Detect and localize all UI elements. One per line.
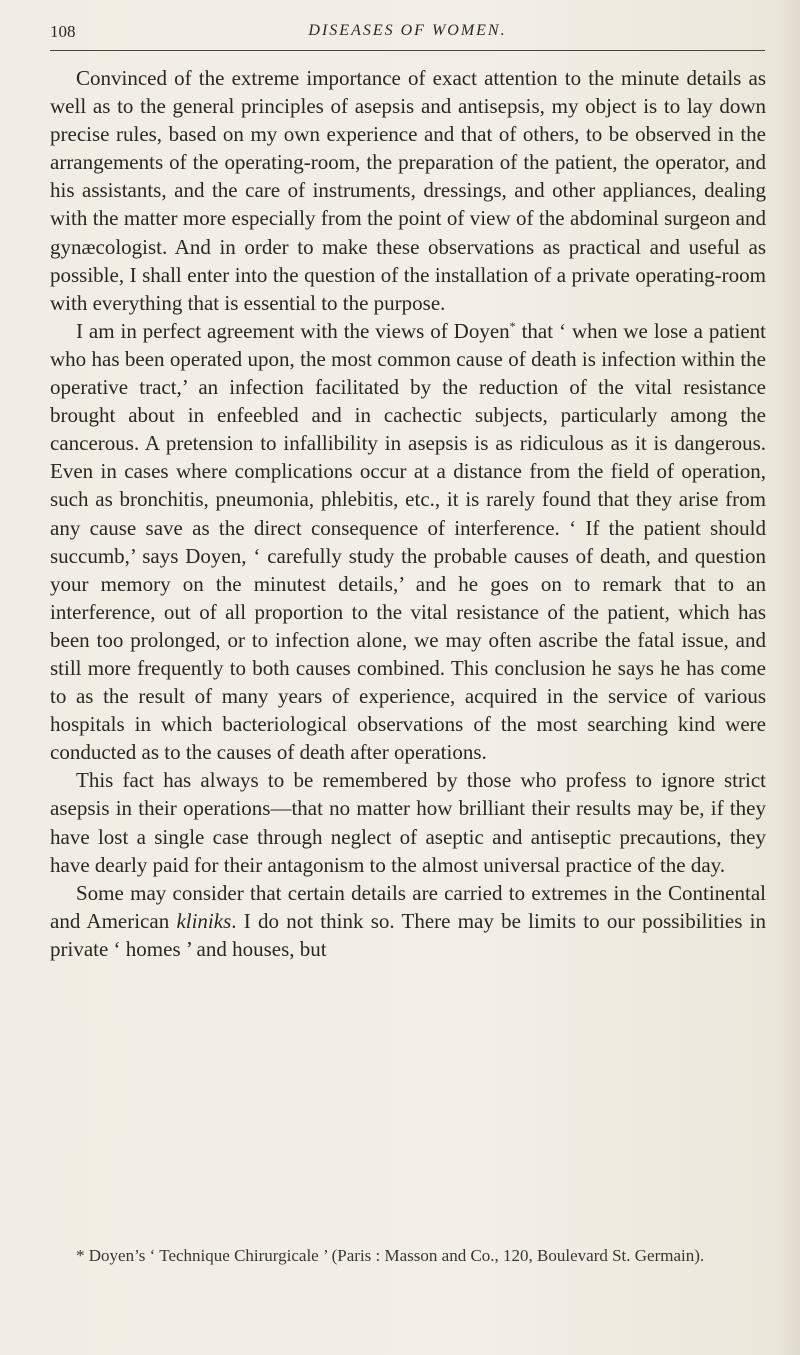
paragraph-2-rest: that ‘ when we lose a patient who has been operated upon, the most common cause of death is infection within the operative tract,’ an infection facilitated by the reduction of the vital resistance brought about in enfeebled and in cachectic subjects, particularly among the cancerous. A pretension to infallibility in asepsis is as ridiculous as it is dangerous. Even in cases where complications occur at a distance from the field of operation, such as bronchitis, pneumonia, phlebitis, etc., it is rarely found that they arise from any cause save as the direct consequence of interference. ‘ If the patient should succumb,’ says Doyen, ‘ carefully study the probable causes of death, and question your memory on the minutest details,’ and he goes on to remark that to an interference, out of all proportion to the vital resistance of the patient, which has been too prolonged, or to infection alone, we may often ascribe the fatal issue, and still more frequently to both causes combined. This conclusion he says he has come to as the result of many years of experience, acquired in the service of various hospitals in which bacteriological observations of the most searching kind were conducted as to the causes of death after operations. bbox=[50, 318, 766, 765]
paragraph-4 bbox=[50, 879, 766, 963]
paragraph-1: Convinced of the extreme importance of exact attention to the minute details as well as to the general principles of asepsis and antisepsis, my object is to lay down precise rules, based on my own experience and that of others, to be observed in the arrangements of the operating-room, the preparation of the patient, the operator, and his assistants, and the care of instruments, dressings, and other appliances, dealing with the matter more especially from the point of view of the abdominal surgeon and gynæcologist. And in order to make these observations as practical and useful as possible, I shall enter into the question of the installation of a private operating-room with everything that is essential to the purpose. bbox=[50, 66, 766, 315]
paragraph-4-start: Some may consider that certain details are carried to extremes in the Continental and American bbox=[50, 880, 766, 933]
header-rule bbox=[50, 50, 765, 51]
page-header bbox=[50, 14, 765, 50]
paragraph-2-start: I am in perfect agreement with the views of Doyen bbox=[76, 318, 510, 343]
footnote: * Doyen’s ‘ Technique Chirurgicale ’ (Paris : Masson and Co., 120, Boulevard St. Germain). bbox=[76, 1246, 705, 1265]
body-text bbox=[50, 64, 766, 963]
paragraph-3: This fact has always to be remembered by those who profess to ignore strict asepsis in their operations—that no matter how brilliant their results may be, if they have lost a single case through neglect of aseptic and antiseptic precautions, they have dearly paid for their antagonism to the almost universal practice of the day. bbox=[50, 768, 766, 877]
paragraph-2 bbox=[50, 317, 766, 767]
footnote-mark: * bbox=[509, 318, 516, 333]
page-edge-shadow bbox=[774, 0, 800, 1355]
running-head: DISEASES OF WOMEN. bbox=[308, 22, 507, 39]
paragraph-4-italic: kliniks bbox=[176, 908, 232, 933]
paragraph-4-rest: . I do not think so. There may be limits to our possibilities in private ‘ homes ’ and houses, but bbox=[50, 908, 766, 961]
page-number: 108 bbox=[50, 22, 76, 41]
